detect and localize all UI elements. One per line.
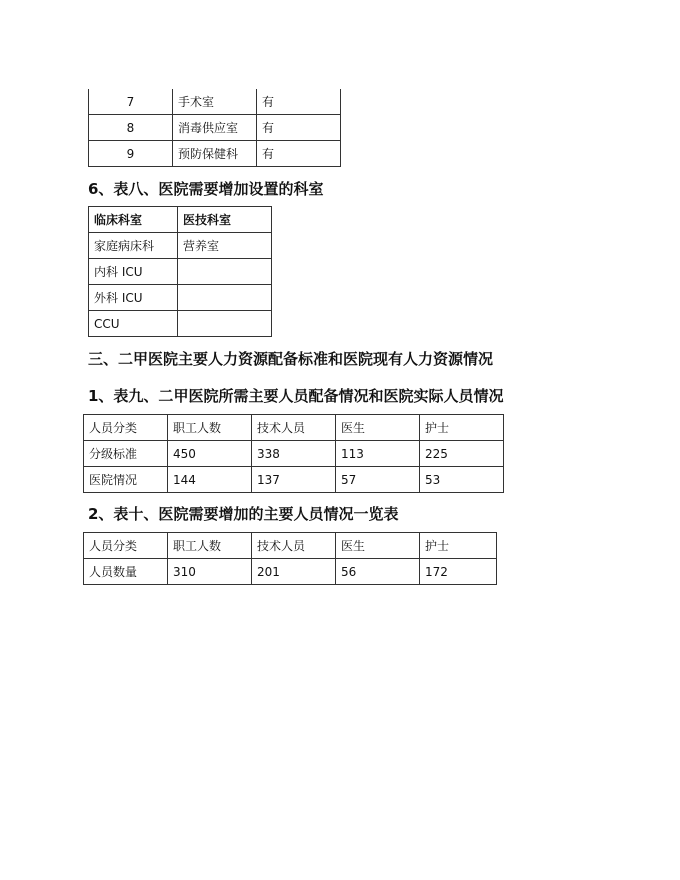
table-row [84,559,497,585]
table-cell: 分级标准 [84,441,168,467]
table-cell: 外科 ICU [89,285,178,311]
table-header-row [84,533,497,559]
table-cell: 有 [257,115,341,141]
section-heading: 6、表八、医院需要增加设置的科室 [88,180,324,198]
table-header-cell: 医生 [336,533,420,559]
table-header-row [84,415,504,441]
table-cell: 7 [89,89,173,115]
table-cell: 225 [420,441,504,467]
table-cell: 预防保健科 [173,141,257,167]
table-cell: 137 [252,467,336,493]
table-cell: 9 [89,141,173,167]
table-cell: CCU [89,311,178,337]
table-cell: 113 [336,441,420,467]
table-cell [178,311,272,337]
table-header-cell: 职工人数 [168,415,252,441]
new-departments-table [88,206,272,337]
table-row [89,233,272,259]
section-heading: 三、二甲医院主要人力资源配备标准和医院现有人力资源情况 [88,350,494,368]
table-header-cell: 人员分类 [84,415,168,441]
table-header-cell: 护士 [420,533,497,559]
table-cell: 医院情况 [84,467,168,493]
table-header-cell: 护士 [420,415,504,441]
table-cell: 144 [168,467,252,493]
table-header-cell: 人员分类 [84,533,168,559]
table-row [89,311,272,337]
table-cell: 310 [168,559,252,585]
table-cell: 56 [336,559,420,585]
table-cell: 人员数量 [84,559,168,585]
table-header-cell: 医技科室 [178,207,272,233]
table-cell: 手术室 [173,89,257,115]
section-heading: 1、表九、二甲医院所需主要人员配备情况和医院实际人员情况 [88,387,504,405]
table-header-cell: 技术人员 [252,415,336,441]
table-cell: 450 [168,441,252,467]
table-row [89,89,341,115]
table-row [89,285,272,311]
table-row [89,141,341,167]
table-cell: 338 [252,441,336,467]
table-cell: 有 [257,141,341,167]
staff-comparison-table [83,414,504,493]
table-header-row [89,207,272,233]
table-cell [178,259,272,285]
table-cell: 内科 ICU [89,259,178,285]
table-cell: 8 [89,115,173,141]
table-header-cell: 临床科室 [89,207,178,233]
staff-needed-table [83,532,497,585]
department-table-continued [88,89,341,167]
section-heading: 2、表十、医院需要增加的主要人员情况一览表 [88,505,399,523]
table-row [89,259,272,285]
table-header-cell: 技术人员 [252,533,336,559]
table-cell: 57 [336,467,420,493]
table-cell: 53 [420,467,504,493]
table-header-cell: 医生 [336,415,420,441]
table-row [84,467,504,493]
table-cell: 营养室 [178,233,272,259]
table-header-cell: 职工人数 [168,533,252,559]
table-cell: 家庭病床科 [89,233,178,259]
table-row [84,441,504,467]
table-cell: 201 [252,559,336,585]
table-cell: 有 [257,89,341,115]
table-cell: 消毒供应室 [173,115,257,141]
table-cell: 172 [420,559,497,585]
table-cell [178,285,272,311]
table-row [89,115,341,141]
